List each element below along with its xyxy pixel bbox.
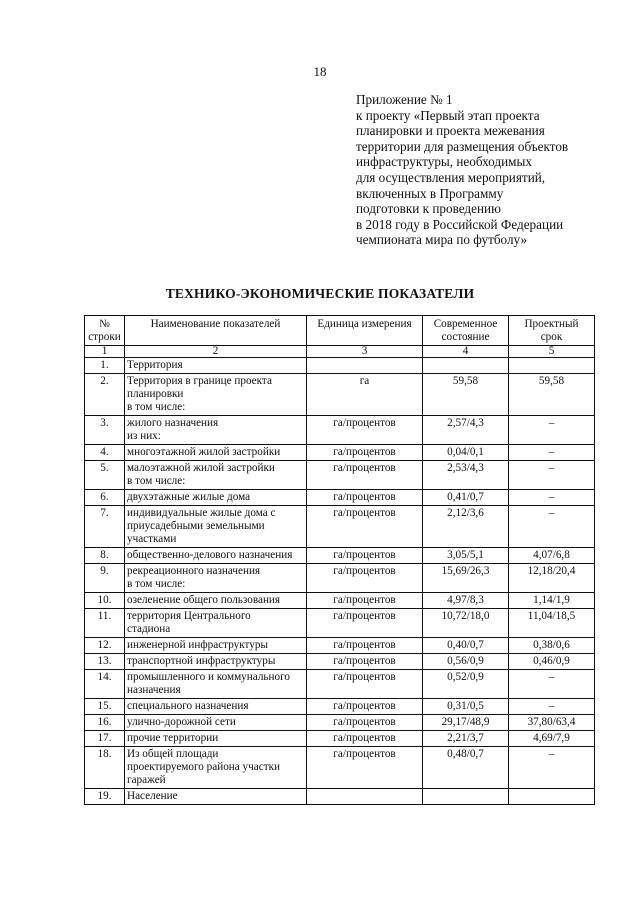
- appendix-line: включенных в Программу: [356, 185, 504, 201]
- row-number: 13.: [85, 654, 125, 670]
- column-number: 2: [125, 346, 307, 358]
- unit-value: га/процентов: [307, 490, 423, 506]
- indicator-name: [125, 374, 307, 416]
- unit-value: га/процентов: [307, 506, 423, 548]
- project-value: 1,14/1,9: [509, 593, 595, 609]
- table-row: [85, 593, 595, 609]
- header-row-number: № строки: [85, 316, 125, 346]
- current-value: 0,31/0,5: [423, 699, 509, 715]
- row-number: 11.: [85, 609, 125, 638]
- indicator-name-line: назначения: [127, 684, 181, 696]
- table-row: [85, 374, 595, 416]
- row-number: 2.: [85, 374, 125, 416]
- row-number: 17.: [85, 731, 125, 747]
- indicator-name-line: двухэтажные жилые дома: [127, 491, 251, 503]
- unit-value: га/процентов: [307, 564, 423, 593]
- indicator-name-line: гаражей: [127, 774, 166, 786]
- indicator-name: [125, 715, 307, 731]
- unit-value: га/процентов: [307, 593, 423, 609]
- current-value: 0,52/0,9: [423, 670, 509, 699]
- unit-value: га/процентов: [307, 654, 423, 670]
- page-number: 18: [313, 64, 327, 79]
- current-value: 0,04/0,1: [423, 445, 509, 461]
- current-value: 2,12/3,6: [423, 506, 509, 548]
- indicator-name-line: жилого назначения: [127, 417, 219, 429]
- table-row: [85, 506, 595, 548]
- indicator-name-line: планировки: [127, 388, 184, 400]
- indicator-name-line: приусадебными земельными: [127, 520, 265, 532]
- indicator-name-line: транспортной инфраструктуры: [127, 655, 276, 667]
- table-row: [85, 461, 595, 490]
- row-number: 3.: [85, 416, 125, 445]
- indicator-name: [125, 699, 307, 715]
- row-number: 18.: [85, 747, 125, 789]
- row-number: 10.: [85, 593, 125, 609]
- appendix-line: подготовки к проведению: [356, 201, 501, 217]
- project-value: 4,07/6,8: [509, 548, 595, 564]
- indicator-name-line: прочие территории: [127, 732, 219, 744]
- indicator-name-line: Территория: [127, 359, 183, 371]
- appendix-line: планировки и проекта межевания: [356, 123, 545, 139]
- indicator-name: [125, 416, 307, 445]
- unit-value: га/процентов: [307, 715, 423, 731]
- current-value: 4,97/8,3: [423, 593, 509, 609]
- table-row: [85, 638, 595, 654]
- column-number: 5: [509, 346, 595, 358]
- current-value: 15,69/26,3: [423, 564, 509, 593]
- column-number: 1: [85, 346, 125, 358]
- current-value: 2,21/3,7: [423, 731, 509, 747]
- current-value: [423, 789, 509, 805]
- table-row: [85, 416, 595, 445]
- project-value: [509, 358, 595, 374]
- indicator-name-line: рекреационного назначения: [127, 565, 261, 577]
- current-value: 59,58: [423, 374, 509, 416]
- unit-value: га/процентов: [307, 747, 423, 789]
- appendix-line: в 2018 году в Российской Федерации: [356, 216, 564, 232]
- current-value: 0,56/0,9: [423, 654, 509, 670]
- indicator-name-line: улично-дорожной сети: [127, 716, 236, 728]
- document-title: ТЕХНИКО-ЭКОНОМИЧЕСКИЕ ПОКАЗАТЕЛИ: [165, 286, 475, 301]
- indicator-name-line: Из общей площади: [127, 748, 219, 760]
- indicator-name: [125, 593, 307, 609]
- project-value: –: [509, 747, 595, 789]
- indicator-name-line: в том числе:: [127, 475, 186, 487]
- unit-value: га/процентов: [307, 638, 423, 654]
- indicator-name-line: территория Центрального: [127, 610, 251, 622]
- current-value: 2,53/4,3: [423, 461, 509, 490]
- indicator-name-line: специального назначения: [127, 700, 249, 712]
- table-row: [85, 445, 595, 461]
- appendix-note: [356, 92, 626, 248]
- row-number: 15.: [85, 699, 125, 715]
- header-project-term: Проектный срок: [509, 316, 595, 346]
- row-number: 16.: [85, 715, 125, 731]
- project-value: –: [509, 699, 595, 715]
- indicator-name-line: в том числе:: [127, 401, 186, 413]
- current-value: 29,17/48,9: [423, 715, 509, 731]
- indicator-name-line: малоэтажной жилой застройки: [127, 462, 275, 474]
- indicator-name: [125, 638, 307, 654]
- table-row: [85, 715, 595, 731]
- current-value: 3,05/5,1: [423, 548, 509, 564]
- indicator-name-line: многоэтажной жилой застройки: [127, 446, 281, 458]
- unit-value: га/процентов: [307, 731, 423, 747]
- project-value: 0,38/0,6: [509, 638, 595, 654]
- indicator-name: [125, 548, 307, 564]
- appendix-line: чемпионата мира по футболу»: [356, 232, 528, 248]
- indicator-name: [125, 731, 307, 747]
- table-body: [85, 358, 595, 805]
- unit-value: [307, 789, 423, 805]
- indicator-name-line: из них:: [127, 430, 161, 442]
- appendix-line: к проекту «Первый этап проекта: [356, 107, 540, 123]
- row-number: 6.: [85, 490, 125, 506]
- unit-value: га: [307, 374, 423, 416]
- table-row: [85, 699, 595, 715]
- table-row: [85, 731, 595, 747]
- indicator-name: [125, 747, 307, 789]
- row-number: 14.: [85, 670, 125, 699]
- appendix-line: инфраструктуры, необходимых: [356, 154, 532, 170]
- appendix-line: территории для размещения объектов: [356, 138, 569, 154]
- unit-value: га/процентов: [307, 416, 423, 445]
- project-value: –: [509, 506, 595, 548]
- indicators-table: [84, 315, 595, 805]
- row-number: 12.: [85, 638, 125, 654]
- indicator-name-line: озеленение общего пользования: [127, 594, 281, 606]
- table-header-row: [85, 316, 595, 346]
- indicator-name: [125, 490, 307, 506]
- indicator-name-line: проектируемого района участки: [127, 761, 281, 773]
- indicator-name: [125, 609, 307, 638]
- unit-value: га/процентов: [307, 670, 423, 699]
- indicator-name-line: инженерной инфраструктуры: [127, 639, 268, 651]
- indicator-name: [125, 445, 307, 461]
- table-row: [85, 654, 595, 670]
- table-row: [85, 490, 595, 506]
- row-number: 8.: [85, 548, 125, 564]
- current-value: 0,48/0,7: [423, 747, 509, 789]
- row-number: 4.: [85, 445, 125, 461]
- appendix-line: для осуществления мероприятий,: [356, 169, 546, 185]
- unit-value: га/процентов: [307, 445, 423, 461]
- column-number: 4: [423, 346, 509, 358]
- header-current-state: Современное состояние: [423, 316, 509, 346]
- project-value: –: [509, 461, 595, 490]
- project-value: –: [509, 445, 595, 461]
- indicator-name: [125, 654, 307, 670]
- table-row: [85, 670, 595, 699]
- row-number: 7.: [85, 506, 125, 548]
- table-row: [85, 548, 595, 564]
- indicator-name-line: Территория в границе проекта: [127, 375, 272, 387]
- project-value: 37,80/63,4: [509, 715, 595, 731]
- indicator-name: [125, 670, 307, 699]
- project-value: 4,69/7,9: [509, 731, 595, 747]
- indicator-name: [125, 789, 307, 805]
- table-row: [85, 747, 595, 789]
- current-value: 0,40/0,7: [423, 638, 509, 654]
- indicator-name-line: участками: [127, 533, 177, 545]
- indicator-name-line: стадиона: [127, 623, 171, 635]
- project-value: 11,04/18,5: [509, 609, 595, 638]
- indicator-name: [125, 358, 307, 374]
- indicator-name-line: в том числе:: [127, 578, 186, 590]
- current-value: 0,41/0,7: [423, 490, 509, 506]
- project-value: –: [509, 670, 595, 699]
- appendix-line: Приложение № 1: [356, 92, 453, 107]
- row-number: 19.: [85, 789, 125, 805]
- current-value: [423, 358, 509, 374]
- project-value: –: [509, 416, 595, 445]
- indicator-name-line: Население: [127, 790, 178, 802]
- column-number-row: [85, 346, 595, 358]
- indicator-name-line: общественно-делового назначения: [127, 549, 293, 561]
- project-value: [509, 789, 595, 805]
- project-value: –: [509, 490, 595, 506]
- indicator-name-line: индивидуальные жилые дома с: [127, 507, 276, 519]
- unit-value: га/процентов: [307, 609, 423, 638]
- indicator-name: [125, 564, 307, 593]
- project-value: 12,18/20,4: [509, 564, 595, 593]
- table-row: [85, 609, 595, 638]
- table-row: [85, 358, 595, 374]
- row-number: 9.: [85, 564, 125, 593]
- project-value: 59,58: [509, 374, 595, 416]
- unit-value: [307, 358, 423, 374]
- current-value: 10,72/18,0: [423, 609, 509, 638]
- table-row: [85, 789, 595, 805]
- table-row: [85, 564, 595, 593]
- unit-value: га/процентов: [307, 699, 423, 715]
- column-number: 3: [307, 346, 423, 358]
- indicator-name-line: промышленного и коммунального: [127, 671, 290, 683]
- current-value: 2,57/4,3: [423, 416, 509, 445]
- project-value: 0,46/0,9: [509, 654, 595, 670]
- row-number: 1.: [85, 358, 125, 374]
- row-number: 5.: [85, 461, 125, 490]
- unit-value: га/процентов: [307, 548, 423, 564]
- header-indicator-name: Наименование показателей: [125, 316, 307, 346]
- unit-value: га/процентов: [307, 461, 423, 490]
- header-unit: Единица измерения: [307, 316, 423, 346]
- indicator-name: [125, 461, 307, 490]
- indicator-name: [125, 506, 307, 548]
